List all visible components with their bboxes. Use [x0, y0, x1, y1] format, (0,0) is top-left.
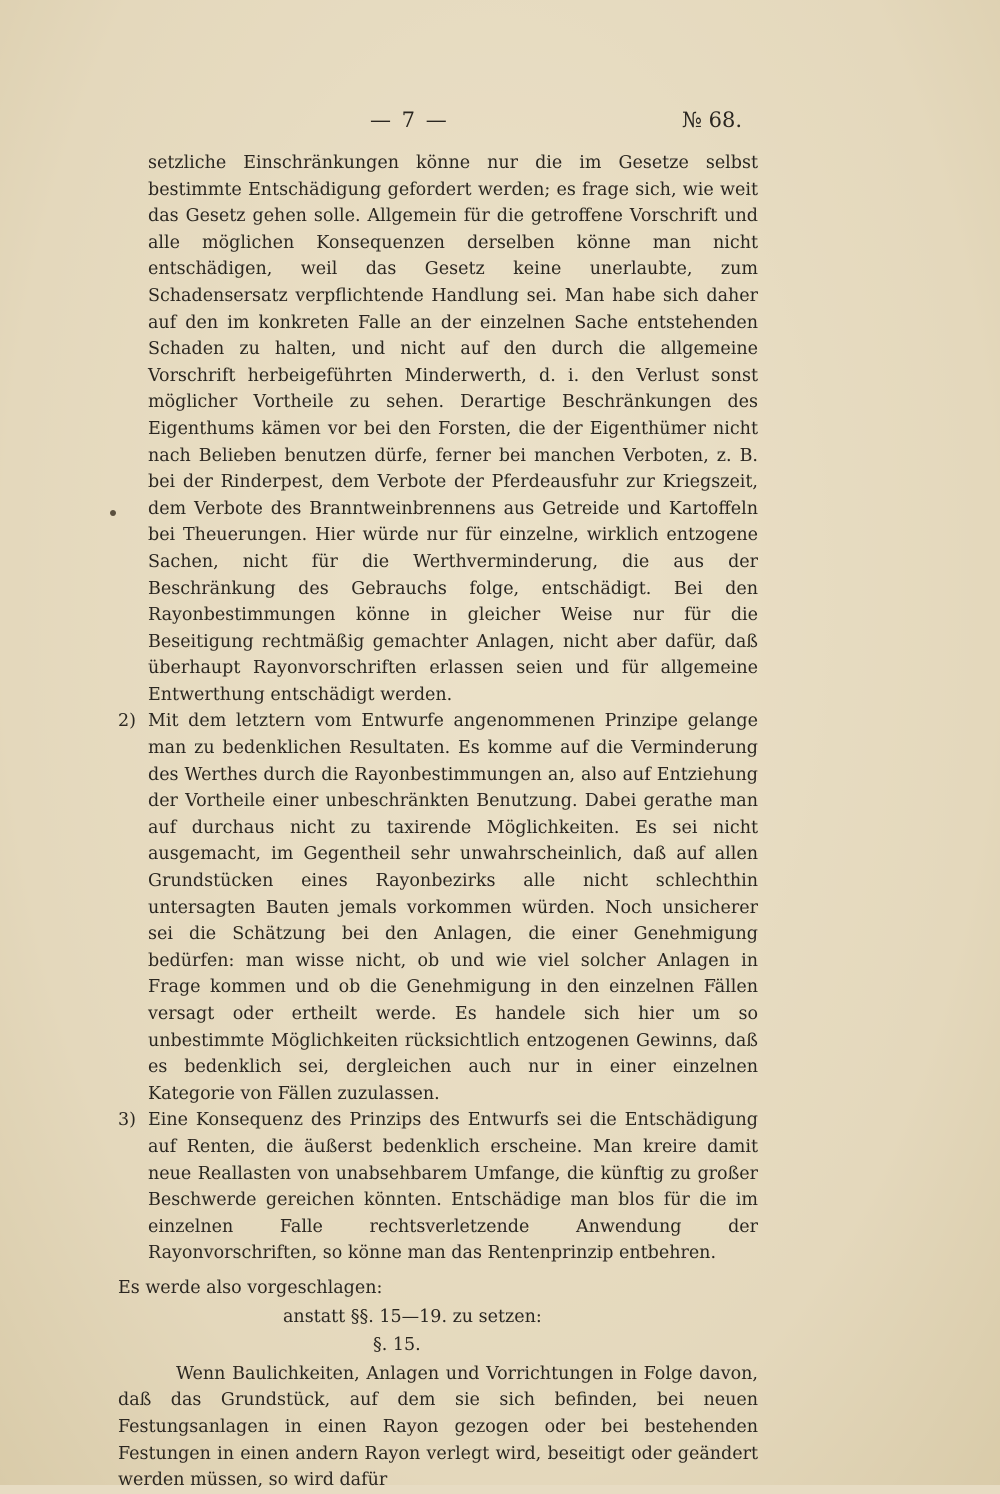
list-item-number: 2): [118, 711, 136, 732]
document-number: № 68.: [682, 108, 742, 132]
list-item-text: Eine Konsequenz des Prinzips des Entwurfs sei die Entschädigung auf Renten, die äußerst bedenklich erscheine. Man kreire damit neue Reallasten von unabsehbarem Umfange, die künftig zu großer Beschwerde gereichen könnten. Entschädige man blos für die im einzelnen Falle rechtsverletzende Anwendung der Rayonvorschriften, so könne man das Rentenprinzip entbehren.: [148, 1110, 758, 1264]
list-item: [118, 708, 758, 1107]
list-item: [118, 1107, 758, 1267]
list-item-number: 3): [118, 1110, 136, 1131]
instead-line: anstatt §§. 15—19. zu setzen:: [283, 1306, 542, 1327]
final-paragraph: Wenn Baulichkeiten, Anlagen und Vorrichtungen in Folge davon, daß das Grundstück, auf dem sie sich befinden, bei neuen Festungsanlagen in einen Rayon gezogen oder bei bestehenden Festungen in einen andern Rayon verlegt wird, beseitigt oder geändert werden müssen, so wird dafür: [118, 1363, 758, 1491]
proposal-line: Es werde also vorgeschlagen:: [118, 1277, 383, 1298]
ink-spot: [110, 510, 116, 516]
body-text: [118, 150, 758, 1494]
page-header: [370, 108, 770, 138]
section-heading: §. 15.: [373, 1335, 421, 1356]
page-number: — 7 —: [370, 108, 449, 132]
continuation-paragraph: setzliche Einschränkungen könne nur die im Gesetze selbst bestimmte Entschädigung gefordert werden; es frage sich, wie weit das Gesetz gehen solle. Allgemein für die getroffene Vorschrift und alle möglichen Konsequenzen derselben könne man nicht entschädigen, weil das Gesetz keine unerlaubte, zum Schadensersatz verpflichtende Handlung sei. Man habe sich daher auf den im konkreten Falle an der einzelnen Sache entstehenden Schaden zu halten, und nicht auf den durch die allgemeine Vorschrift herbeigeführten Minderwerth, d. i. den Verlust sonst möglicher Vortheile zu sehen. Derartige Beschränkungen des Eigenthums kämen vor bei den Forsten, die der Eigenthümer nicht nach Belieben benutzen dürfe, ferner bei manchen Verboten, z. B. bei der Rinderpest, dem Verbote der Pferdeausfuhr zur Kriegszeit, dem Verbote des Branntweinbrennens aus Getreide und Kartoffeln bei Theuerungen. Hier würde nur für einzelne, wirklich entzogene Sachen, nicht für die Werthverminderung, die aus der Beschränkung des Gebrauchs folge, entschädigt. Bei den Rayonbestimmungen könne in gleicher Weise nur für die Beseitigung rechtmäßig gemachter Anlagen, nicht aber dafür, daß überhaupt Rayonvorschriften erlassen seien und für allgemeine Entwerthung entschädigt werden.: [148, 153, 758, 705]
list-item-text: Mit dem letztern vom Entwurfe angenommenen Prinzipe gelange man zu bedenklichen Resultaten. Es komme auf die Verminderung des Werthes durch die Rayonbestimmungen an, also auf Entziehung der Vortheile einer unbeschränkten Benutzung. Dabei gerathe man auf durchaus nicht zu taxirende Möglichkeiten. Es sei nicht ausgemacht, im Gegentheil sehr unwahrscheinlich, daß auf allen Grundstücken eines Rayonbezirks alle nicht schlechthin untersagten Bauten jemals vorkommen würden. Noch unsicherer sei die Schätzung bei den Anlagen, die einer Genehmigung bedürfen: man wisse nicht, ob und wie viel solcher Anlagen in Frage kommen und ob die Genehmigung in den einzelnen Fällen versagt oder ertheilt werde. Es handele sich hier um so unbestimmte Möglichkeiten rücksichtlich entzogenen Gewinns, daß es bedenklich sei, dergleichen auch nur in einer einzelnen Kategorie von Fällen zuzulassen.: [148, 711, 758, 1104]
